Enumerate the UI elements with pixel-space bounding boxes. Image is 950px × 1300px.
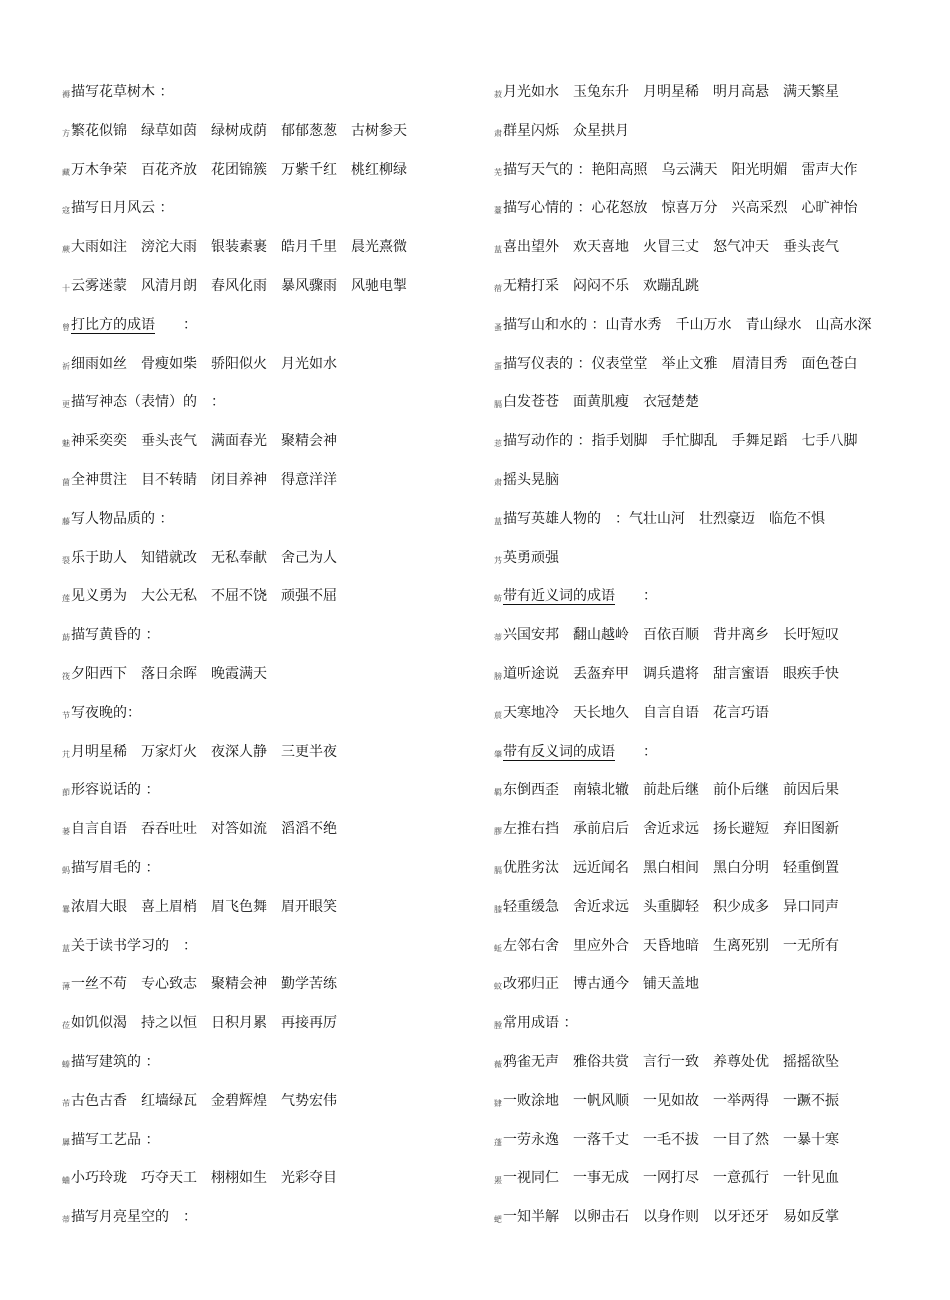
line-marker: 薹 [494,206,502,216]
line-marker: 羼 [62,1137,70,1147]
line-text: 形容说话的 ： [71,782,160,799]
line-text: 繁花似锦 绿草如茵 绿树成荫 郁郁葱葱 古树参天 [71,122,407,139]
line-marker: 蓿 [494,283,502,293]
line-marker: 膈 [494,400,502,410]
line-text: 月光如水 玉兔东升 月明星稀 明月高悬 满天繁星 [503,84,839,100]
line-text: 关于读书学习的 ： [71,937,197,954]
line-marker: 薄 [62,982,70,992]
line-marker: 罴 [494,1176,502,1186]
line-text: 一知半解 以卵击石 以身作则 以牙还牙 易如反掌 [503,1209,839,1226]
line-marker: 艿 [494,555,502,565]
text-line [494,1089,934,1128]
text-line [494,740,934,779]
text-line [494,235,934,274]
line-marker: 蛐 [62,1176,70,1186]
line-marker: 肇 [494,749,502,759]
line-text: 左邻右舍 里应外合 天昏地暗 生离死别 一无所有 [503,937,839,954]
text-line [494,80,934,119]
line-text: 描写工艺品 ： [71,1131,160,1148]
line-text: 道听途说 丢盔弃甲 调兵遣将 甜言蜜语 眼疾手快 [503,665,839,682]
line-text: 描写月亮星空的 ： [71,1209,197,1226]
text-line [494,1050,934,1089]
line-marker: 曾 [62,322,70,332]
line-text: 描写日月风云 ： [71,200,174,217]
line-text: 描写建筑的 ： [71,1053,160,1070]
text-line [494,856,934,895]
line-text: 全神贯注 目不转睛 闭目养神 得意洋洋 [71,471,337,488]
line-text: 大雨如注 滂沱大雨 银装素裹 皓月千里 晨光熹微 [71,239,407,256]
line-text: 浓眉大眼 喜上眉梢 眉飞色舞 眉开眼笑 [71,898,337,915]
line-marker: 藏 [62,167,70,177]
line-marker: 薇 [494,1059,502,1069]
line-marker: 肃 [494,477,502,487]
text-line [494,158,934,197]
text-line [494,390,934,429]
text-line [494,1205,934,1244]
line-marker: 蕨 [62,245,70,255]
line-marker: 羃 [62,904,70,914]
line-text: 描写动作的 ：指手划脚 手忙脚乱 手舞足蹈 七手八脚 [503,433,858,450]
section-heading: 打比方的成语 [71,316,155,333]
text-line [62,778,462,817]
text-line [62,119,462,158]
line-marker: 蒀 [62,943,70,953]
text-line [62,856,462,895]
line-text: 一视同仁 一事无成 一网打尽 一意孤行 一针见血 [503,1170,839,1187]
text-line [494,352,934,391]
text-line [62,235,462,274]
text-line [494,934,934,973]
line-marker: 蚂 [62,865,70,875]
text-line [494,895,934,934]
line-text: 神采奕奕 垂头丧气 满面春光 聚精会神 [71,433,337,450]
text-line [62,1205,462,1244]
line-text: 写夜晚的： [71,704,141,721]
line-text: 古色古香 红墙绿瓦 金碧辉煌 气势宏伟 [71,1092,337,1109]
line-marker: 莣 [494,439,502,449]
line-text: 改邪归正 博古通今 铺天盖地 [503,976,699,993]
text-line [494,1166,934,1205]
line-marker: 魅 [62,439,70,449]
line-text: 月明星稀 万家灯火 夜深人静 三更半夜 [71,743,337,760]
text-line [494,196,934,235]
line-text: 如饥似渴 持之以恒 日积月累 再接再厉 [71,1015,337,1032]
text-line [62,1089,462,1128]
line-marker: 十 [62,283,70,293]
line-text: 描写英雄人物的 ：气壮山河 壮烈豪迈 临危不惧 [503,510,825,527]
text-line [62,740,462,779]
line-text: 描写山和水的 ：山青水秀 千山万水 青山绿水 山高水深 [503,316,872,333]
line-marker: 羁 [494,788,502,798]
text-line [494,623,934,662]
line-marker: 莲 [62,594,70,604]
line-marker: 祈 [62,361,70,371]
text-line [494,119,934,158]
text-line [62,468,462,507]
line-text: 描写仪表的 ：仪表堂堂 举止文雅 眉清目秀 面色苍白 [503,355,858,372]
text-line [62,662,462,701]
line-marker: 莀 [494,710,502,720]
line-text: 一败涂地 一帆风顺 一见如故 一举两得 一蹶不振 [503,1092,839,1109]
line-text: 描写天气的 ：艳阳高照 乌云满天 阳光明媚 雷声大作 [503,161,858,178]
line-marker: 蒂 [494,633,502,643]
line-marker: 蚤 [494,322,502,332]
line-marker: 莇 [62,633,70,643]
text-line [62,934,462,973]
line-text: 无精打采 闷闷不乐 欢蹦乱跳 [503,277,699,294]
line-text: 见义勇为 大公无私 不屈不饶 顽强不屈 [71,588,337,605]
line-text: 云雾迷蒙 风清月朗 春风化雨 暴风骤雨 风驰电掣 [71,277,407,294]
text-line [62,507,462,546]
text-line [494,1128,934,1167]
text-line [494,546,934,585]
line-marker: 筏 [62,671,70,681]
line-text: 白发苍苍 面黄肌瘦 衣冠楚楚 [503,394,699,411]
line-text: 写人物品质的 ： [71,510,174,527]
line-text: 摇头晃脑 [503,471,559,488]
line-marker: 螓 [62,1059,70,1069]
right-column [494,80,934,1244]
text-line [62,623,462,662]
text-line [62,701,462,740]
section-heading: 带有近义词的成语 [503,588,615,605]
line-marker: 菽 [494,90,502,99]
text-line [494,274,934,313]
line-marker: 膛 [494,1021,502,1031]
line-text: 轻重缓急 舍近求远 头重脚轻 积少成多 异口同声 [503,898,839,915]
text-line [494,507,934,546]
line-marker: 蚊 [494,982,502,992]
line-marker: 节 [62,710,70,720]
line-marker: 藤 [62,516,70,526]
text-line [62,390,462,429]
line-marker: 更 [62,400,70,410]
line-text: 万木争荣 百花齐放 花团锦簇 万紫千红 桃红柳绿 [71,161,407,178]
text-line [494,701,934,740]
line-text: 夕阳西下 落日余晖 晚霞满天 [71,665,267,682]
line-marker: 膈 [494,865,502,875]
line-marker: 褥 [62,90,70,99]
line-marker: 肃 [494,128,502,138]
line-text: 常用成语 ： [503,1015,578,1032]
line-marker: 芜 [494,167,502,177]
line-marker: 蛋 [494,361,502,371]
line-text: 左推右挡 承前启后 舍近求远 扬长避短 弃旧图新 [503,821,839,838]
line-marker: 蚯 [494,943,502,953]
text-line [494,662,934,701]
text-line [62,817,462,856]
text-line [62,80,462,119]
text-line [494,817,934,856]
line-marker: 菌 [62,477,70,487]
line-marker: 蒂 [62,1215,70,1225]
text-line [62,196,462,235]
line-marker: 肄 [494,1098,502,1108]
text-line [62,972,462,1011]
text-line [62,1011,462,1050]
line-marker: 蚄 [494,594,502,604]
line-marker: 膠 [494,827,502,837]
text-line [62,546,462,585]
text-line [62,1050,462,1089]
section-heading: 带有反义词的成语 [503,743,615,760]
line-marker: 蒀 [494,516,502,526]
line-text: 描写黄昏的 ： [71,627,160,644]
line-text: 描写花草树木 ： [71,84,174,100]
line-text: 细雨如丝 骨瘦如柴 骄阳似火 月光如水 [71,355,337,372]
text-line [62,313,462,352]
line-text: 描写心情的 ：心花怒放 惊喜万分 兴高采烈 心旷神怡 [503,200,858,217]
line-text: 东倒西歪 南辕北辙 前赴后继 前仆后继 前因后果 [503,782,839,799]
text-line [62,584,462,623]
line-marker: 裂 [62,555,70,565]
text-line [494,972,934,1011]
heading-colon: ： [183,316,197,333]
line-text: 乐于助人 知错就改 无私奉献 舍己为人 [71,549,337,566]
line-marker: 蓬 [494,1137,502,1147]
text-line [62,1166,462,1205]
line-text: 自言自语 吞吞吐吐 对答如流 滔滔不绝 [71,821,337,838]
line-text: 小巧玲珑 巧夺天工 栩栩如生 光彩夺目 [71,1170,337,1187]
line-marker: 蒌 [62,827,70,837]
line-text: 描写神态（表情）的 ： [71,394,225,411]
line-marker: 蚆 [494,1215,502,1225]
text-line [62,158,462,197]
line-text: 描写眉毛的 ： [71,859,160,876]
text-line [494,429,934,468]
line-marker: 芁 [62,749,70,759]
line-text: 优胜劣汰 远近闻名 黑白相间 黑白分明 轻重倒置 [503,859,839,876]
text-line [494,778,934,817]
heading-colon: ： [643,743,657,760]
line-text: 英勇顽强 [503,549,559,566]
line-marker: 膀 [494,671,502,681]
line-marker: 芾 [62,1098,70,1108]
line-text: 喜出望外 欢天喜地 火冒三丈 怒气冲天 垂头丧气 [503,239,839,256]
line-text: 群星闪烁 众星拱月 [503,122,629,139]
line-text: 鸦雀无声 雅俗共赏 言行一致 养尊处优 摇摇欲坠 [503,1053,839,1070]
line-text: 兴国安邦 翻山越岭 百依百顺 背井离乡 长吁短叹 [503,627,839,644]
text-line [494,1011,934,1050]
line-text: 一劳永逸 一落千丈 一毛不拔 一目了然 一暴十寒 [503,1131,839,1148]
text-line [494,468,934,507]
text-line [62,274,462,313]
line-marker: 莅 [62,1021,70,1031]
text-line [62,352,462,391]
left-column [62,80,462,1244]
line-text: 天寒地冷 天长地久 自言自语 花言巧语 [503,704,769,721]
line-marker: 膝 [494,904,502,914]
text-line [62,895,462,934]
heading-colon: ： [643,588,657,605]
line-text: 一丝不苟 专心致志 聚精会神 勤学苦练 [71,976,337,993]
text-line [494,584,934,623]
text-line [62,1128,462,1167]
text-line [62,429,462,468]
line-marker: 蒀 [494,245,502,255]
line-marker: 方 [62,128,70,138]
line-marker: 寇 [62,206,70,216]
line-marker: 莭 [62,788,70,798]
text-line [494,313,934,352]
